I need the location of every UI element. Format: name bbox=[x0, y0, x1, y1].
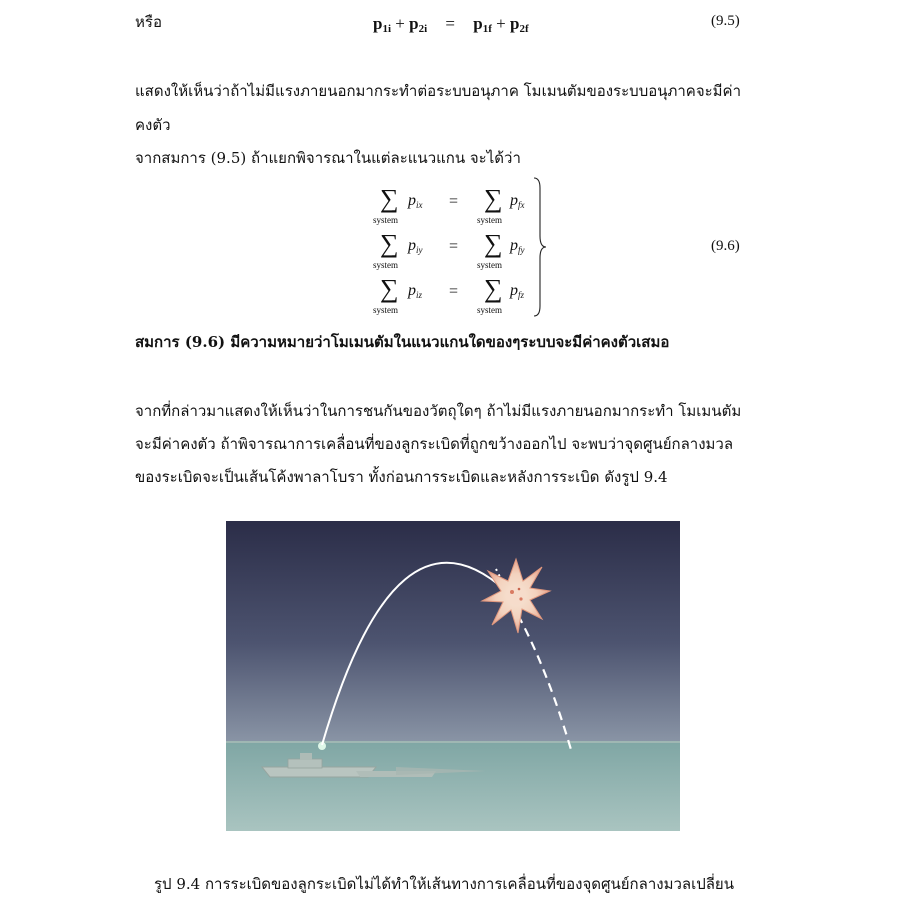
or-word: หรือ bbox=[135, 13, 162, 31]
equals-sign: = bbox=[449, 238, 459, 255]
paragraph3-line3: ของระเบิดจะเป็นเส้นโค้งพาลาโบรา ทั้งก่อนการระเบิดและหลังการระเบิด ดังรูป 9.4 bbox=[135, 468, 668, 486]
paragraph1-line1: แสดงให้เห็นว่าถ้าไม่มีแรงภายนอกมากระทำต่อระบบอนุภาค โมเมนตัมของระบบอนุภาคจะมีค่า bbox=[135, 82, 742, 100]
paragraph1-line2: คงตัว bbox=[135, 116, 171, 134]
eq-term-p1: $p_{1i}$ bbox=[373, 14, 392, 35]
equals-sign: = bbox=[449, 193, 459, 210]
sum-subscript-system: system bbox=[477, 260, 503, 270]
sum-subscript-system: system bbox=[477, 305, 503, 315]
equation-9-5 bbox=[373, 14, 529, 35]
sky-background bbox=[226, 521, 680, 743]
sum-symbol: ∑ bbox=[380, 184, 399, 213]
sum-subscript-system: system bbox=[373, 260, 399, 270]
paragraph3-line1: จากที่กล่าวมาแสดงให้เห็นว่าในการชนกันของวัตถุใดๆ ถ้าไม่มีแรงภายนอกมากระทำ โมเมนตัม bbox=[135, 402, 742, 420]
right-brace-icon bbox=[532, 176, 548, 318]
equation-meaning-statement: สมการ (9.6) มีความหมายว่าโมเมนตัมในแนวแกนใดของๆระบบจะมีค่าคงตัวเสมอ bbox=[135, 333, 670, 351]
sum-symbol: ∑ bbox=[380, 274, 399, 303]
equals-sign: = bbox=[449, 283, 459, 300]
eq-term-p2: $p_{2i}$ bbox=[409, 14, 428, 35]
sum-subscript-system: system bbox=[373, 305, 399, 315]
sum-symbol: ∑ bbox=[484, 184, 503, 213]
eq-equals: = bbox=[445, 14, 455, 33]
figure-caption: รูป 9.4 การระเบิดของลูกระเบิดไม่ได้ทำให้เส้นทางการเคลื่อนที่ของจุดศูนย์กลางมวลเปลี่ยน bbox=[154, 875, 734, 893]
sum-symbol: ∑ bbox=[484, 229, 503, 258]
explosion-trajectory-figure bbox=[226, 521, 680, 831]
sea-surface bbox=[226, 741, 680, 831]
momentum-term: $p_{fx}$ bbox=[510, 192, 525, 210]
momentum-term: $p_{ix}$ bbox=[408, 192, 423, 210]
eq-plus: + bbox=[496, 14, 506, 33]
sum-subscript-system: system bbox=[477, 215, 503, 225]
sum-subscript-system: system bbox=[373, 215, 399, 225]
eq-term-p3: $p_{1f}$ bbox=[473, 14, 492, 35]
momentum-term: $p_{iy}$ bbox=[408, 237, 423, 255]
equation-number-9-6: (9.6) bbox=[711, 238, 740, 254]
eq-term-p4: $p_{2f}$ bbox=[509, 14, 529, 35]
equation-number-9-5: (9.5) bbox=[711, 13, 740, 29]
sum-symbol: ∑ bbox=[380, 229, 399, 258]
momentum-term: $p_{fz}$ bbox=[510, 282, 525, 300]
paragraph2-line1: จากสมการ (9.5) ถ้าแยกพิจารณาในแต่ละแนวแกน จะได้ว่า bbox=[135, 149, 521, 167]
momentum-term: $p_{fy}$ bbox=[510, 237, 525, 255]
sum-symbol: ∑ bbox=[484, 274, 503, 303]
eq-plus: + bbox=[395, 14, 405, 33]
momentum-term: $p_{iz}$ bbox=[408, 282, 423, 300]
paragraph3-line2: จะมีค่าคงตัว ถ้าพิจารณาการเคลื่อนที่ของลูกระเบิดที่ถูกขว้างออกไป จะพบว่าจุดศูนย์กลางมวล bbox=[135, 435, 734, 453]
